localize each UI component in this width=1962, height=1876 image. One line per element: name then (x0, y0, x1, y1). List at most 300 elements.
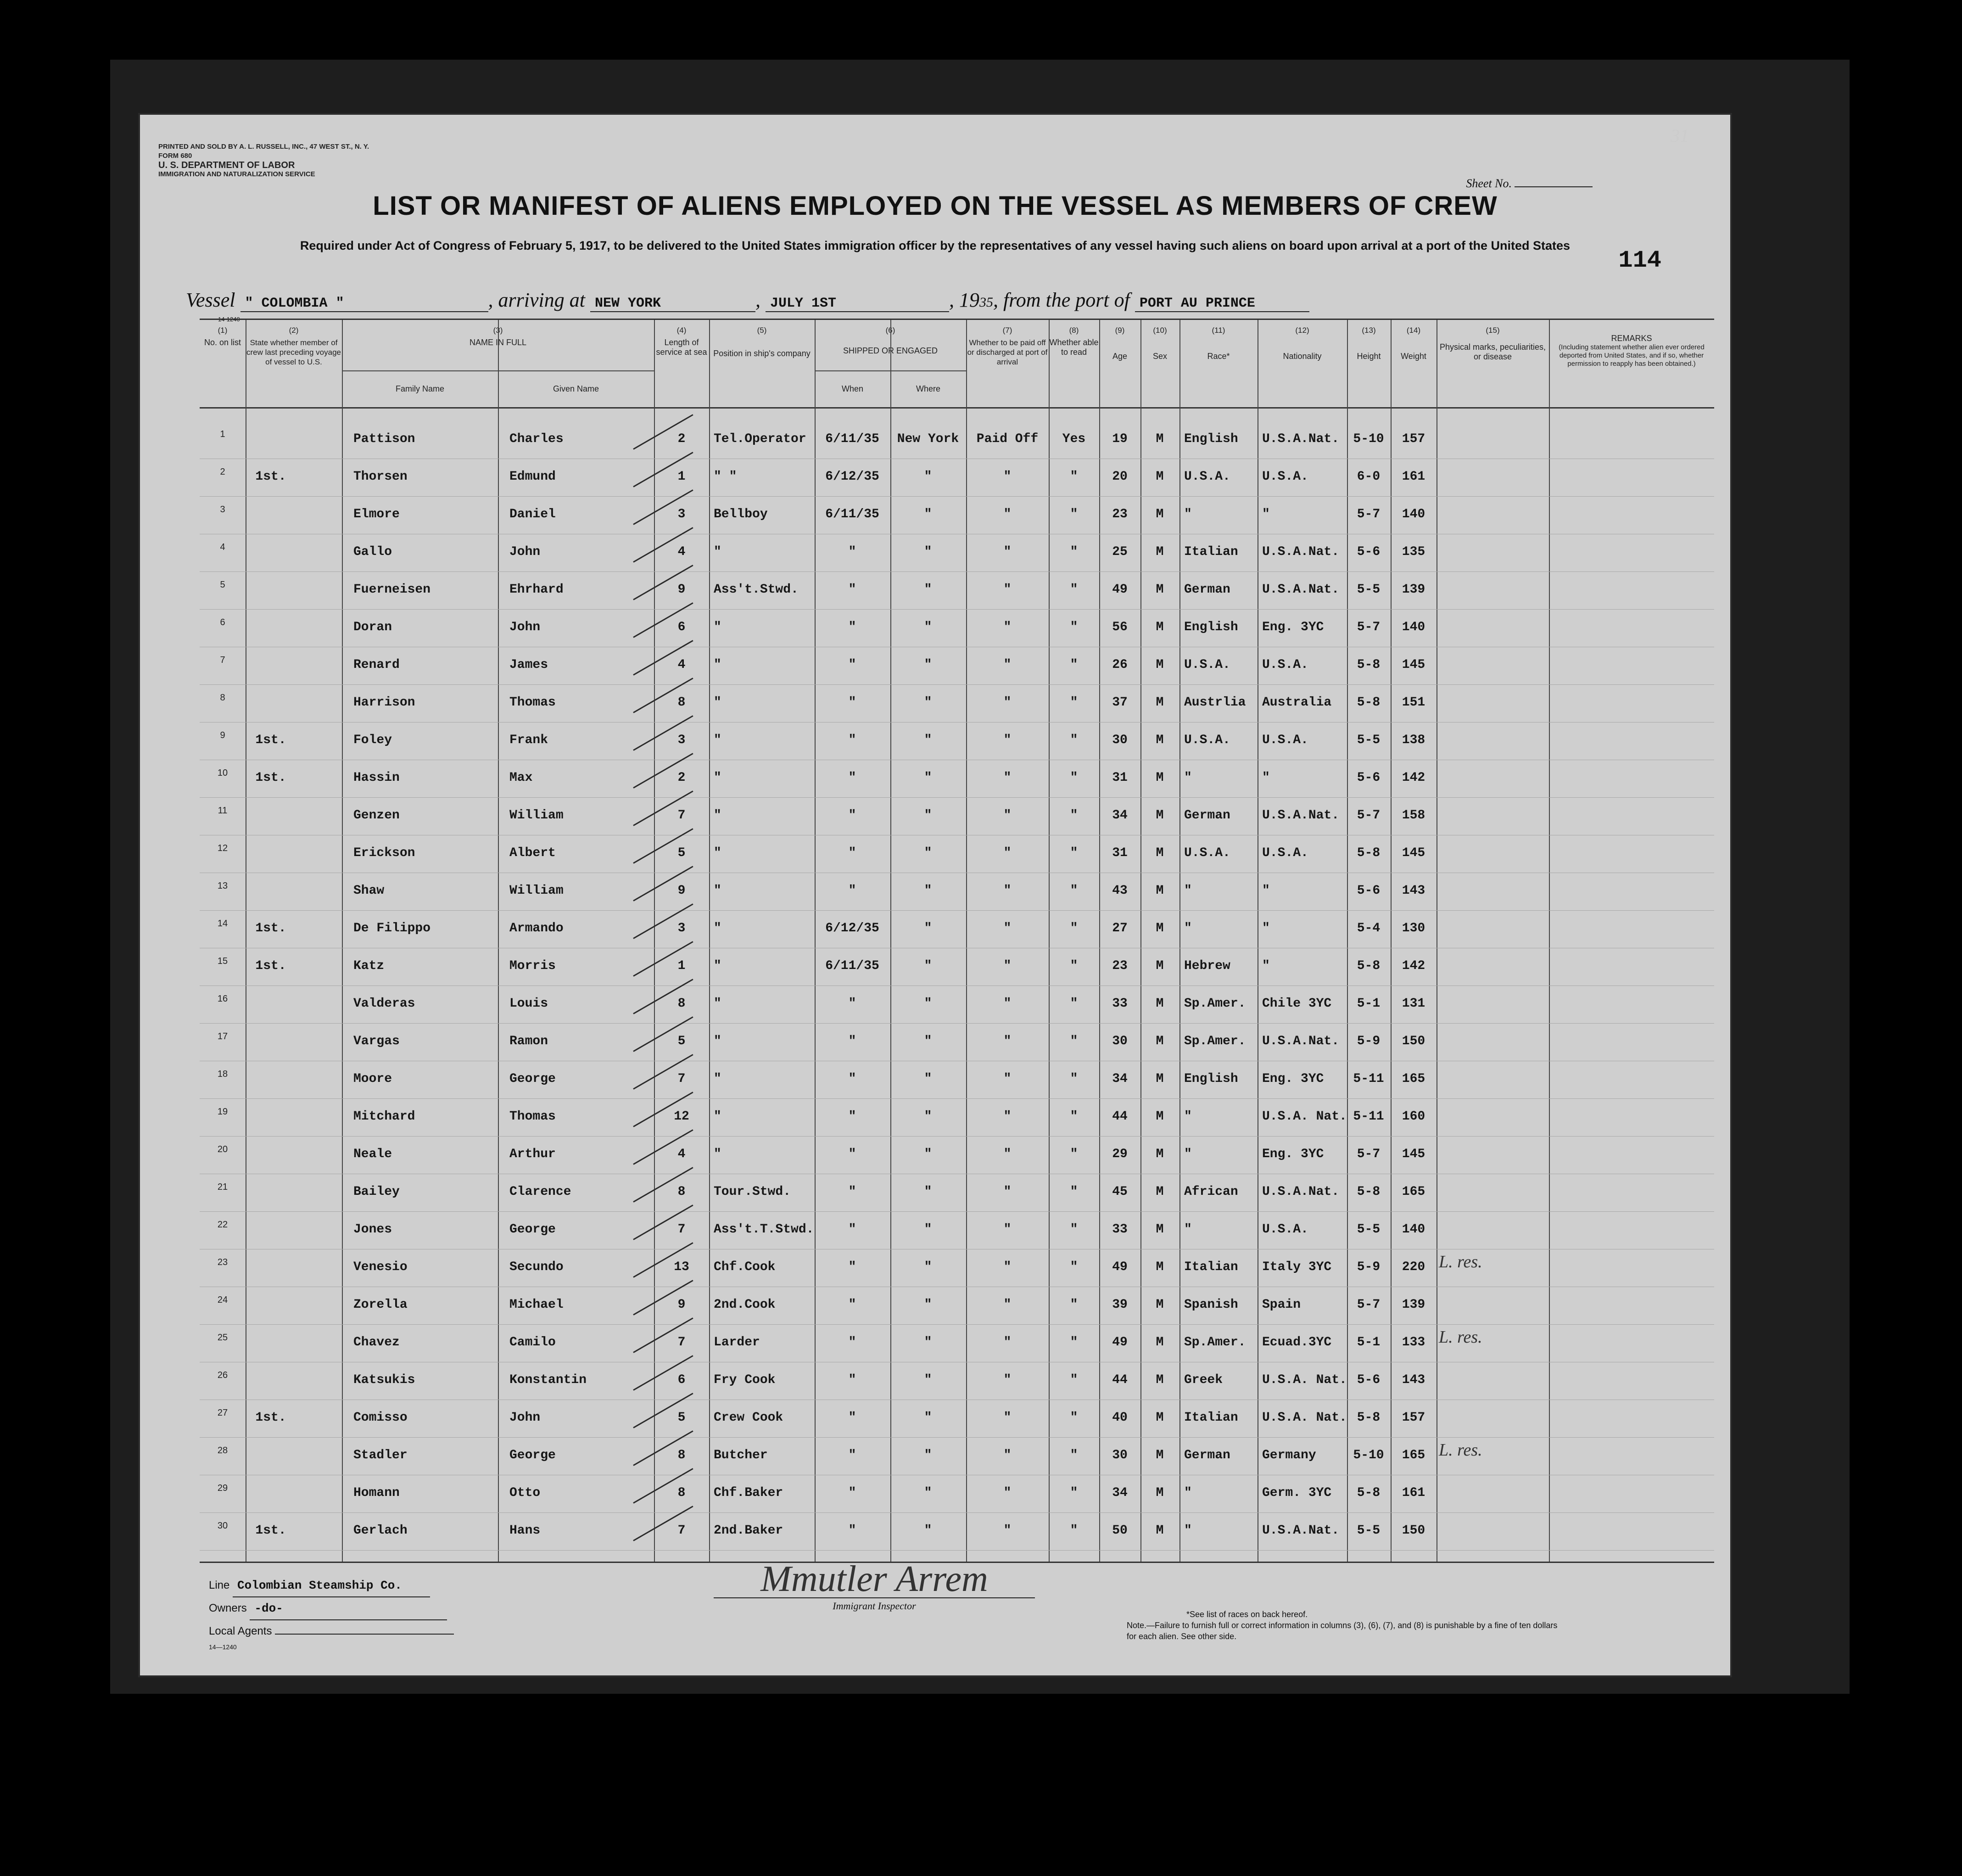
cell-nat: U.S.A. (1262, 1222, 1308, 1237)
cell-paid: " (1003, 1185, 1012, 1199)
cell-where: " (924, 1523, 932, 1538)
cell-when: " (848, 545, 856, 559)
cell-sex: M (1156, 658, 1164, 672)
cell-where: " (924, 1373, 932, 1387)
cell-age: 23 (1112, 959, 1128, 973)
cell-read: Yes (1062, 432, 1086, 446)
cell-given: Max (509, 771, 533, 785)
cell-service: 3 (677, 921, 686, 935)
cell-service: 6 (677, 1373, 686, 1387)
cell-when: " (848, 1335, 856, 1350)
cell-service: 4 (677, 658, 686, 672)
cell-given: James (509, 658, 548, 672)
cell-race: Sp.Amer. (1184, 1034, 1246, 1048)
cell-paid: " (1003, 470, 1012, 484)
row-number: 2 (220, 467, 225, 477)
cell-nat: U.S.A. (1262, 846, 1308, 860)
cell-age: 31 (1112, 846, 1128, 860)
cell-nat: Germany (1262, 1448, 1316, 1462)
cell-read: " (1070, 1260, 1078, 1274)
row-number: 21 (217, 1182, 228, 1192)
cell-age: 33 (1112, 997, 1128, 1011)
cell-sex: M (1156, 1109, 1164, 1124)
cell-family: Doran (353, 620, 392, 634)
cell-race: Italian (1184, 1260, 1238, 1274)
cell-nat: U.S.A.Nat. (1262, 808, 1340, 823)
row-number: 27 (217, 1408, 228, 1418)
cell-weight: 142 (1402, 959, 1425, 973)
cell-paid: " (1003, 1486, 1012, 1500)
cell-paid: " (1003, 1373, 1012, 1387)
row-number: 8 (220, 693, 225, 703)
cell-sex: M (1156, 1034, 1164, 1048)
footnote (1127, 1609, 1563, 1642)
cell-read: " (1070, 808, 1078, 823)
cell-service: 1 (677, 959, 686, 973)
cell-family: Katz (353, 959, 385, 973)
cell-where: " (924, 1260, 932, 1274)
cell-family: Jones (353, 1222, 392, 1237)
row-number: 5 (220, 580, 225, 590)
cell-paid: " (1003, 658, 1012, 672)
cell-service: 8 (677, 1448, 686, 1462)
cell-where: " (924, 808, 932, 823)
cell-age: 37 (1112, 695, 1128, 710)
cell-nat: U.S.A. Nat. (1262, 1411, 1347, 1425)
cell-family: Moore (353, 1072, 392, 1086)
cell-when: " (848, 1185, 856, 1199)
table-header (200, 320, 1714, 409)
cell-race: German (1184, 1448, 1230, 1462)
cell-paid: " (1003, 1448, 1012, 1462)
cell-paid: " (1003, 507, 1012, 521)
cell-service: 2 (677, 432, 686, 446)
cell-paid: Paid Off (976, 432, 1039, 446)
column-divider (498, 320, 499, 1562)
form-number-top: 14-1240 (218, 316, 240, 323)
header-weight: (14) Weight (1401, 326, 1426, 361)
cell-family: Genzen (353, 808, 400, 823)
cell-position: Fry Cook (714, 1373, 776, 1387)
agents-value (275, 1634, 454, 1635)
row-ruling (200, 1023, 1714, 1024)
cell-nat: " (1262, 921, 1270, 935)
cell-age: 45 (1112, 1185, 1128, 1199)
cell-where: " (924, 771, 932, 785)
cell-height: 5-7 (1357, 1147, 1381, 1161)
cell-family: Gallo (353, 545, 392, 559)
cell-position: Tel.Operator (714, 432, 806, 446)
cell-prev: 1st. (255, 470, 286, 484)
cell-height: 5-8 (1357, 695, 1381, 710)
cell-position: " (714, 808, 721, 823)
cell-position: 2nd.Cook (714, 1298, 776, 1312)
cell-read: " (1070, 997, 1078, 1011)
cell-service: 3 (677, 733, 686, 747)
cell-given: Edmund (509, 470, 556, 484)
header-no: (1) No. on list (204, 326, 241, 347)
cell-when: " (848, 695, 856, 710)
cell-where: " (924, 846, 932, 860)
cell-position: " (714, 1109, 721, 1124)
cell-given: Secundo (509, 1260, 564, 1274)
cell-weight: 220 (1402, 1260, 1425, 1274)
owners-field: Owners -do- (209, 1597, 454, 1620)
cell-nat: U.S.A. (1262, 658, 1308, 672)
cell-weight: 161 (1402, 1486, 1425, 1500)
cell-race: " (1184, 1486, 1192, 1500)
cell-weight: 157 (1402, 432, 1425, 446)
voyage-line: Vessel " COLOMBIA " , arriving at NEW YORK , JULY 1ST , 1935, from the port of PORT AU PRINCE (186, 288, 1309, 312)
cell-nat: U.S.A. Nat. (1262, 1109, 1347, 1124)
cell-family: Chavez (353, 1335, 400, 1350)
cell-prev: 1st. (255, 959, 286, 973)
cell-position: " " (714, 470, 737, 484)
cell-race: " (1184, 1147, 1192, 1161)
cell-age: 19 (1112, 432, 1128, 446)
cell-family: Stadler (353, 1448, 408, 1462)
cell-height: 5-7 (1357, 1298, 1381, 1312)
cell-service: 9 (677, 582, 686, 597)
cell-where: " (924, 1147, 932, 1161)
cell-read: " (1070, 1411, 1078, 1425)
cell-weight: 140 (1402, 620, 1425, 634)
cell-paid: " (1003, 1072, 1012, 1086)
row-ruling (200, 1211, 1714, 1212)
cell-position: " (714, 545, 721, 559)
cell-paid: " (1003, 620, 1012, 634)
cell-paid: " (1003, 582, 1012, 597)
sheet-number-field (1466, 177, 1593, 190)
vessel-name: " COLOMBIA " (240, 296, 488, 312)
cell-read: " (1070, 1298, 1078, 1312)
cell-where: " (924, 658, 932, 672)
cell-family: Mitchard (353, 1109, 415, 1124)
cell-when: 6/12/35 (825, 921, 879, 935)
cell-service: 13 (674, 1260, 689, 1274)
cell-nat: U.S.A. (1262, 733, 1308, 747)
cell-position: Larder (714, 1335, 760, 1350)
row-number: 20 (217, 1144, 228, 1154)
cell-position: " (714, 959, 721, 973)
cell-position: " (714, 658, 721, 672)
cell-service: 7 (677, 1335, 686, 1350)
cell-when: " (848, 846, 856, 860)
cell-where: " (924, 1109, 932, 1124)
cell-position: " (714, 921, 721, 935)
cell-given: Arthur (509, 1147, 556, 1161)
cell-service: 8 (677, 997, 686, 1011)
cell-paid: " (1003, 1411, 1012, 1425)
row-number: 7 (220, 655, 225, 665)
cell-read: " (1070, 771, 1078, 785)
row-number: 9 (220, 730, 225, 740)
cell-weight: 145 (1402, 1147, 1425, 1161)
cell-age: 34 (1112, 1486, 1128, 1500)
cell-sex: M (1156, 1222, 1164, 1237)
header-family-name: Family Name (395, 384, 444, 393)
cell-when: 6/11/35 (825, 507, 879, 521)
cell-nat: U.S.A. (1262, 470, 1308, 484)
cell-family: Fuerneisen (353, 582, 431, 597)
header-age: (9) Age (1112, 326, 1128, 361)
cell-family: Katsukis (353, 1373, 415, 1387)
cell-sex: M (1156, 470, 1164, 484)
cell-age: 50 (1112, 1523, 1128, 1538)
line-field: Line Colombian Steamship Co. (209, 1574, 454, 1597)
cell-nat: Spain (1262, 1298, 1301, 1312)
cell-where: " (924, 1072, 932, 1086)
cell-weight: 140 (1402, 1222, 1425, 1237)
cell-when: " (848, 1034, 856, 1048)
cell-position: Chf.Baker (714, 1486, 783, 1500)
cell-given: Clarence (509, 1185, 571, 1199)
cell-weight: 130 (1402, 921, 1425, 935)
cell-paid: " (1003, 1523, 1012, 1538)
cell-given: Daniel (509, 507, 556, 521)
row-number: 15 (217, 956, 228, 966)
cell-where: " (924, 582, 932, 597)
cell-read: " (1070, 1523, 1078, 1538)
row-ruling (200, 1098, 1714, 1099)
cell-sex: M (1156, 1298, 1164, 1312)
row-number: 24 (217, 1295, 228, 1305)
cell-nat: Eng. 3YC (1262, 1072, 1324, 1086)
cell-when: " (848, 620, 856, 634)
cell-race: U.S.A. (1184, 470, 1230, 484)
cell-read: " (1070, 507, 1078, 521)
header-when: When (841, 384, 864, 393)
cell-given: John (509, 620, 541, 634)
cell-position: Crew Cook (714, 1411, 783, 1425)
cell-read: " (1070, 959, 1078, 973)
cell-height: 5-9 (1357, 1260, 1381, 1274)
cell-when: " (848, 771, 856, 785)
cell-weight: 150 (1402, 1523, 1425, 1538)
cell-when: " (848, 1448, 856, 1462)
cell-height: 5-9 (1357, 1034, 1381, 1048)
cell-service: 2 (677, 771, 686, 785)
cell-nat: Italy 3YC (1262, 1260, 1332, 1274)
cell-height: 5-5 (1357, 1222, 1381, 1237)
cell-family: Vargas (353, 1034, 400, 1048)
cell-sex: M (1156, 771, 1164, 785)
cell-paid: " (1003, 846, 1012, 860)
service-line: IMMIGRATION AND NATURALIZATION SERVICE (158, 170, 315, 178)
header-name: (3) NAME IN FULL (469, 326, 527, 347)
cell-height: 6-0 (1357, 470, 1381, 484)
cell-race: Spanish (1184, 1298, 1238, 1312)
header-service: (4) Length of service at sea (656, 326, 707, 357)
cell-service: 5 (677, 846, 686, 860)
cell-paid: " (1003, 808, 1012, 823)
cell-where: " (924, 1335, 932, 1350)
cell-sex: M (1156, 808, 1164, 823)
cell-given: Louis (509, 997, 548, 1011)
cell-race: " (1184, 921, 1192, 935)
header-paid-off: (7) Whether to be paid off or discharged at port of arrival (967, 326, 1048, 366)
cell-service: 8 (677, 1185, 686, 1199)
cell-position: " (714, 884, 721, 898)
cell-height: 5-8 (1357, 959, 1381, 973)
cell-where: " (924, 695, 932, 710)
cell-given: Camilo (509, 1335, 556, 1350)
cell-age: 23 (1112, 507, 1128, 521)
cell-nat: " (1262, 507, 1270, 521)
row-number: 26 (217, 1370, 228, 1380)
cell-given: Otto (509, 1486, 541, 1500)
row-number: 3 (220, 504, 225, 515)
cell-nat: " (1262, 771, 1270, 785)
cell-weight: 143 (1402, 884, 1425, 898)
page-number: 114 (1618, 247, 1661, 274)
cell-paid: " (1003, 1298, 1012, 1312)
row-number: 22 (217, 1220, 228, 1230)
cell-family: Comisso (353, 1411, 408, 1425)
cell-read: " (1070, 1373, 1078, 1387)
cell-position: " (714, 1034, 721, 1048)
cell-prev: 1st. (255, 1523, 286, 1538)
cell-nat: Chile 3YC (1262, 997, 1332, 1011)
cell-where: " (924, 1034, 932, 1048)
cell-read: " (1070, 545, 1078, 559)
cell-read: " (1070, 1072, 1078, 1086)
agents-field: Local Agents (209, 1620, 454, 1642)
cell-when: " (848, 1260, 856, 1274)
cell-paid: " (1003, 1222, 1012, 1237)
cell-age: 27 (1112, 921, 1128, 935)
row-number: 13 (217, 881, 228, 891)
cell-when: " (848, 1486, 856, 1500)
cell-weight: 139 (1402, 582, 1425, 597)
cell-height: 5-11 (1353, 1072, 1384, 1086)
cell-nat: Australia (1262, 695, 1332, 710)
cell-given: Ramon (509, 1034, 548, 1048)
cell-when: " (848, 582, 856, 597)
cell-when: " (848, 1072, 856, 1086)
header-physical-marks: (15) Physical marks, peculiarities, or disease (1439, 326, 1546, 361)
cell-age: 44 (1112, 1109, 1128, 1124)
header-where: Where (916, 384, 940, 393)
cell-read: " (1070, 884, 1078, 898)
cell-age: 25 (1112, 545, 1128, 559)
penalty-note: Note.—Failure to furnish full or correct information in columns (3), (6), (7), and (8) is punishable by a fine of ten dollars for each alien. See other side. (1127, 1621, 1558, 1641)
row-number: 29 (217, 1483, 228, 1493)
footer-fields (209, 1574, 454, 1652)
row-number: 25 (217, 1333, 228, 1343)
cell-family: Zorella (353, 1298, 408, 1312)
cell-paid: " (1003, 1335, 1012, 1350)
cell-weight: 142 (1402, 771, 1425, 785)
cell-paid: " (1003, 545, 1012, 559)
cell-height: 5-7 (1357, 507, 1381, 521)
cell-prev: 1st. (255, 771, 286, 785)
cell-read: " (1070, 1486, 1078, 1500)
cell-when: " (848, 1411, 856, 1425)
cell-sex: M (1156, 695, 1164, 710)
cell-position: Bellboy (714, 507, 768, 521)
cell-given: Hans (509, 1523, 541, 1538)
header-remarks: REMARKS (Including statement whether alien ever ordered deported from United States, and if so, whether permission to reapply has been obtained.) (1559, 334, 1705, 368)
cell-race: Austrlia (1184, 695, 1246, 710)
cell-height: 5-7 (1357, 808, 1381, 823)
cell-height: 5-5 (1357, 1523, 1381, 1538)
cell-age: 44 (1112, 1373, 1128, 1387)
cell-given: Armando (509, 921, 564, 935)
cell-given: George (509, 1072, 556, 1086)
cell-height: 5-1 (1357, 997, 1381, 1011)
cell-sex: M (1156, 1486, 1164, 1500)
cell-position: " (714, 620, 721, 634)
cell-service: 4 (677, 1147, 686, 1161)
cell-sex: M (1156, 1448, 1164, 1462)
cell-when: " (848, 1222, 856, 1237)
cell-read: " (1070, 1448, 1078, 1462)
cell-nat: Eng. 3YC (1262, 620, 1324, 634)
cell-position: Tour.Stwd. (714, 1185, 791, 1199)
row-number: 1 (220, 429, 225, 439)
cell-when: 6/12/35 (825, 470, 879, 484)
cell-age: 30 (1112, 733, 1128, 747)
cell-age: 26 (1112, 658, 1128, 672)
cell-height: 5-8 (1357, 846, 1381, 860)
cell-given: Konstantin (509, 1373, 587, 1387)
cell-read: " (1070, 733, 1078, 747)
cell-service: 8 (677, 1486, 686, 1500)
cell-nat: Germ. 3YC (1262, 1486, 1332, 1500)
header-sex: (10) Sex (1152, 326, 1168, 361)
cell-race: Italian (1184, 1411, 1238, 1425)
row-number: 30 (217, 1521, 228, 1531)
cell-read: " (1070, 846, 1078, 860)
cell-height: 5-10 (1353, 432, 1384, 446)
sheet-number-label: Sheet No. (1466, 177, 1512, 190)
cell-where: New York (897, 432, 959, 446)
cell-paid: " (1003, 733, 1012, 747)
cell-given: Ehrhard (509, 582, 564, 597)
cell-age: 33 (1112, 1222, 1128, 1237)
cell-when: " (848, 997, 856, 1011)
cell-sex: M (1156, 1185, 1164, 1199)
cell-race: English (1184, 620, 1238, 634)
cell-sex: M (1156, 1335, 1164, 1350)
cell-height: 5-8 (1357, 1185, 1381, 1199)
cell-nat: U.S.A.Nat. (1262, 1185, 1340, 1199)
cell-position: 2nd.Baker (714, 1523, 783, 1538)
cell-family: Renard (353, 658, 400, 672)
cell-race: " (1184, 884, 1192, 898)
cell-age: 40 (1112, 1411, 1128, 1425)
cell-sex: M (1156, 1147, 1164, 1161)
manifest-sheet (140, 115, 1730, 1675)
cell-paid: " (1003, 771, 1012, 785)
cell-height: 5-5 (1357, 582, 1381, 597)
cell-weight: 160 (1402, 1109, 1425, 1124)
cell-where: " (924, 1448, 932, 1462)
cell-given: William (509, 808, 564, 823)
cell-height: 5-6 (1357, 1373, 1381, 1387)
cell-given: Morris (509, 959, 556, 973)
owners-value: -do- (250, 1597, 447, 1620)
cell-when: " (848, 884, 856, 898)
row-ruling (200, 1437, 1714, 1438)
cell-sex: M (1156, 846, 1164, 860)
cell-given: Charles (509, 432, 564, 446)
cell-sex: M (1156, 432, 1164, 446)
cell-age: 34 (1112, 808, 1128, 823)
cell-service: 7 (677, 1523, 686, 1538)
cell-given: William (509, 884, 564, 898)
